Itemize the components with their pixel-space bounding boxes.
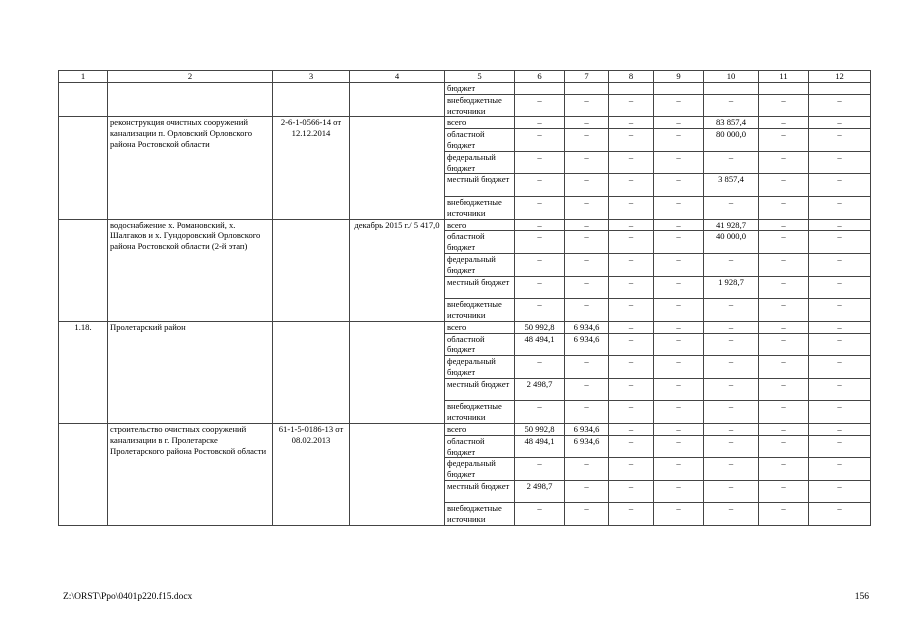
amount-cell: –	[515, 174, 565, 197]
amount-cell: –	[759, 94, 809, 117]
table-row	[59, 117, 871, 129]
page-number: 156	[854, 592, 869, 602]
document-number	[273, 321, 350, 423]
completion-date: декабрь 2015 г./ 5 417,0	[350, 219, 445, 321]
amount-cell: –	[759, 458, 809, 481]
amount-cell: –	[704, 503, 759, 526]
funding-source: федеральный бюджет	[445, 458, 515, 481]
amount-cell: –	[654, 435, 704, 458]
amount-cell: –	[759, 321, 809, 333]
amount-cell: –	[654, 129, 704, 152]
table-row	[59, 83, 871, 95]
funding-source: внебюджетные источники	[445, 503, 515, 526]
amount-cell: –	[704, 356, 759, 379]
completion-date	[350, 117, 445, 219]
amount-cell: –	[654, 333, 704, 356]
funding-source: федеральный бюджет	[445, 356, 515, 379]
amount-cell: –	[654, 196, 704, 219]
amount-cell: –	[515, 401, 565, 424]
amount-cell: –	[809, 174, 871, 197]
amount-cell: –	[809, 401, 871, 424]
amount-cell: –	[609, 151, 654, 174]
header-cell: 8	[609, 71, 654, 83]
funding-source: всего	[445, 117, 515, 129]
amount-cell: 83 857,4	[704, 117, 759, 129]
funding-source: бюджет	[445, 83, 515, 95]
funding-source: внебюджетные источники	[445, 94, 515, 117]
amount-cell: –	[759, 423, 809, 435]
amount-cell: –	[609, 174, 654, 197]
amount-cell: –	[609, 117, 654, 129]
funding-source: всего	[445, 321, 515, 333]
amount-cell: –	[565, 231, 609, 254]
amount-cell: 3 857,4	[704, 174, 759, 197]
object-name: водоснабжение х. Романовский, х. Шалгаков и х. Гундоровский Орловского района Ростовской области (2-й этап)	[108, 219, 273, 321]
funding-source: областной бюджет	[445, 333, 515, 356]
amount-cell: –	[565, 129, 609, 152]
amount-cell: –	[654, 117, 704, 129]
amount-cell: –	[609, 458, 654, 481]
row-number	[59, 83, 108, 117]
amount-cell: –	[565, 378, 609, 401]
funding-source: внебюджетные источники	[445, 299, 515, 322]
amount-cell: –	[609, 423, 654, 435]
amount-cell: –	[759, 480, 809, 503]
funding-source: внебюджетные источники	[445, 401, 515, 424]
amount-cell: –	[809, 423, 871, 435]
amount-cell: –	[515, 276, 565, 299]
funding-source: федеральный бюджет	[445, 253, 515, 276]
amount-cell: –	[809, 356, 871, 379]
amount-cell: –	[515, 219, 565, 231]
amount-cell: –	[759, 231, 809, 254]
object-name: строительство очистных сооружений канализации в г. Пролетарске Пролетарского района Ростовской области	[108, 423, 273, 525]
amount-cell	[654, 83, 704, 95]
row-number	[59, 117, 108, 219]
amount-cell: –	[654, 299, 704, 322]
amount-cell: –	[809, 276, 871, 299]
amount-cell: –	[704, 299, 759, 322]
amount-cell	[759, 83, 809, 95]
amount-cell: –	[609, 231, 654, 254]
amount-cell: –	[515, 231, 565, 254]
completion-date	[350, 423, 445, 525]
row-number: 1.18.	[59, 321, 108, 423]
amount-cell: –	[565, 276, 609, 299]
amount-cell: –	[809, 196, 871, 219]
amount-cell: –	[759, 196, 809, 219]
amount-cell: –	[654, 356, 704, 379]
document-number	[273, 219, 350, 321]
amount-cell: 6 934,6	[565, 321, 609, 333]
amount-cell: –	[515, 196, 565, 219]
header-cell: 5	[445, 71, 515, 83]
amount-cell: –	[609, 321, 654, 333]
header-cell: 4	[350, 71, 445, 83]
amount-cell: –	[515, 129, 565, 152]
amount-cell: –	[759, 174, 809, 197]
amount-cell: –	[704, 253, 759, 276]
amount-cell: –	[515, 117, 565, 129]
header-cell: 10	[704, 71, 759, 83]
amount-cell: –	[654, 276, 704, 299]
amount-cell: –	[654, 94, 704, 117]
amount-cell: –	[704, 401, 759, 424]
amount-cell: –	[609, 435, 654, 458]
amount-cell: –	[609, 333, 654, 356]
amount-cell: –	[654, 503, 704, 526]
amount-cell: –	[809, 299, 871, 322]
amount-cell: 2 498,7	[515, 480, 565, 503]
amount-cell: –	[704, 333, 759, 356]
amount-cell: –	[759, 356, 809, 379]
amount-cell: –	[759, 219, 809, 231]
amount-cell: –	[759, 117, 809, 129]
amount-cell: –	[565, 253, 609, 276]
amount-cell: –	[704, 435, 759, 458]
object-name: реконструкция очистных сооружений канализации п. Орловский Орловского района Ростовской области	[108, 117, 273, 219]
amount-cell: 80 000,0	[704, 129, 759, 152]
amount-cell: –	[654, 231, 704, 254]
amount-cell: –	[704, 196, 759, 219]
amount-cell: –	[809, 253, 871, 276]
amount-cell	[809, 83, 871, 95]
amount-cell: –	[704, 378, 759, 401]
amount-cell: –	[704, 458, 759, 481]
amount-cell: 6 934,6	[565, 423, 609, 435]
amount-cell: –	[759, 151, 809, 174]
funding-source: всего	[445, 423, 515, 435]
completion-date	[350, 83, 445, 117]
document-number: 2-6-1-0566-14 от 12.12.2014	[273, 117, 350, 219]
amount-cell: –	[609, 480, 654, 503]
header-cell: 1	[59, 71, 108, 83]
amount-cell: –	[515, 503, 565, 526]
header-cell: 2	[108, 71, 273, 83]
funding-source: областной бюджет	[445, 129, 515, 152]
amount-cell: –	[565, 219, 609, 231]
header-cell: 11	[759, 71, 809, 83]
amount-cell: –	[609, 253, 654, 276]
amount-cell: –	[654, 219, 704, 231]
amount-cell: 48 494,1	[515, 333, 565, 356]
amount-cell: –	[609, 129, 654, 152]
amount-cell: –	[809, 435, 871, 458]
amount-cell: –	[654, 174, 704, 197]
amount-cell: –	[515, 299, 565, 322]
amount-cell: –	[565, 356, 609, 379]
amount-cell: –	[809, 117, 871, 129]
amount-cell	[515, 83, 565, 95]
row-number	[59, 423, 108, 525]
table-row	[59, 423, 871, 435]
amount-cell: –	[759, 299, 809, 322]
funding-source: местный бюджет	[445, 378, 515, 401]
amount-cell: –	[609, 276, 654, 299]
row-number	[59, 219, 108, 321]
amount-cell: –	[759, 333, 809, 356]
funding-source: областной бюджет	[445, 435, 515, 458]
table-row	[59, 219, 871, 231]
funding-source: местный бюджет	[445, 276, 515, 299]
amount-cell: 1 928,7	[704, 276, 759, 299]
amount-cell	[609, 83, 654, 95]
amount-cell: –	[654, 321, 704, 333]
amount-cell: –	[565, 299, 609, 322]
amount-cell: –	[609, 503, 654, 526]
amount-cell: –	[759, 129, 809, 152]
amount-cell: –	[609, 219, 654, 231]
amount-cell: 48 494,1	[515, 435, 565, 458]
amount-cell: –	[609, 356, 654, 379]
amount-cell: –	[609, 401, 654, 424]
header-cell: 7	[565, 71, 609, 83]
amount-cell: –	[609, 94, 654, 117]
header-cell: 3	[273, 71, 350, 83]
amount-cell: –	[565, 458, 609, 481]
amount-cell: –	[759, 503, 809, 526]
header-cell: 6	[515, 71, 565, 83]
amount-cell: –	[565, 196, 609, 219]
table-row	[59, 321, 871, 333]
amount-cell: –	[809, 129, 871, 152]
header-row	[59, 71, 871, 83]
amount-cell: –	[654, 378, 704, 401]
amount-cell: 6 934,6	[565, 435, 609, 458]
footer-file-path: Z:\ORST\Ppo\0401p220.f15.docx	[63, 592, 193, 602]
budget-table	[58, 70, 871, 526]
amount-cell: 41 928,7	[704, 219, 759, 231]
amount-cell: –	[809, 458, 871, 481]
header-cell: 12	[809, 71, 871, 83]
amount-cell: –	[565, 117, 609, 129]
amount-cell: –	[565, 151, 609, 174]
amount-cell: –	[704, 480, 759, 503]
amount-cell: –	[654, 458, 704, 481]
amount-cell	[565, 83, 609, 95]
amount-cell: –	[759, 435, 809, 458]
amount-cell: –	[609, 299, 654, 322]
funding-source: федеральный бюджет	[445, 151, 515, 174]
amount-cell: –	[759, 378, 809, 401]
amount-cell: 6 934,6	[565, 333, 609, 356]
amount-cell: –	[809, 219, 871, 231]
amount-cell: 50 992,8	[515, 321, 565, 333]
amount-cell: –	[565, 503, 609, 526]
amount-cell: –	[565, 480, 609, 503]
amount-cell: –	[654, 480, 704, 503]
amount-cell: 40 000,0	[704, 231, 759, 254]
object-name: Пролетарский район	[108, 321, 273, 423]
amount-cell: –	[809, 333, 871, 356]
amount-cell: –	[654, 253, 704, 276]
amount-cell: –	[809, 480, 871, 503]
amount-cell: –	[515, 94, 565, 117]
funding-source: местный бюджет	[445, 174, 515, 197]
amount-cell: –	[654, 423, 704, 435]
amount-cell: –	[759, 253, 809, 276]
amount-cell: –	[809, 503, 871, 526]
amount-cell: –	[809, 94, 871, 117]
amount-cell: 2 498,7	[515, 378, 565, 401]
object-name	[108, 83, 273, 117]
funding-source: местный бюджет	[445, 480, 515, 503]
amount-cell: –	[704, 321, 759, 333]
amount-cell: –	[609, 196, 654, 219]
amount-cell: –	[565, 174, 609, 197]
amount-cell: –	[515, 458, 565, 481]
amount-cell: –	[565, 401, 609, 424]
document-number	[273, 83, 350, 117]
amount-cell: –	[704, 94, 759, 117]
amount-cell: –	[515, 151, 565, 174]
amount-cell: –	[809, 378, 871, 401]
funding-source: областной бюджет	[445, 231, 515, 254]
funding-source: всего	[445, 219, 515, 231]
amount-cell: –	[609, 378, 654, 401]
funding-source: внебюджетные источники	[445, 196, 515, 219]
amount-cell: –	[809, 151, 871, 174]
amount-cell: –	[515, 356, 565, 379]
amount-cell: –	[809, 321, 871, 333]
amount-cell: –	[759, 401, 809, 424]
amount-cell: –	[654, 151, 704, 174]
amount-cell: –	[704, 423, 759, 435]
amount-cell: –	[654, 401, 704, 424]
document-number: 61-1-5-0186-13 от 08.02.2013	[273, 423, 350, 525]
amount-cell: –	[704, 151, 759, 174]
completion-date	[350, 321, 445, 423]
amount-cell: 50 992,8	[515, 423, 565, 435]
amount-cell: –	[809, 231, 871, 254]
header-cell: 9	[654, 71, 704, 83]
amount-cell	[704, 83, 759, 95]
amount-cell: –	[565, 94, 609, 117]
amount-cell: –	[759, 276, 809, 299]
amount-cell: –	[515, 253, 565, 276]
